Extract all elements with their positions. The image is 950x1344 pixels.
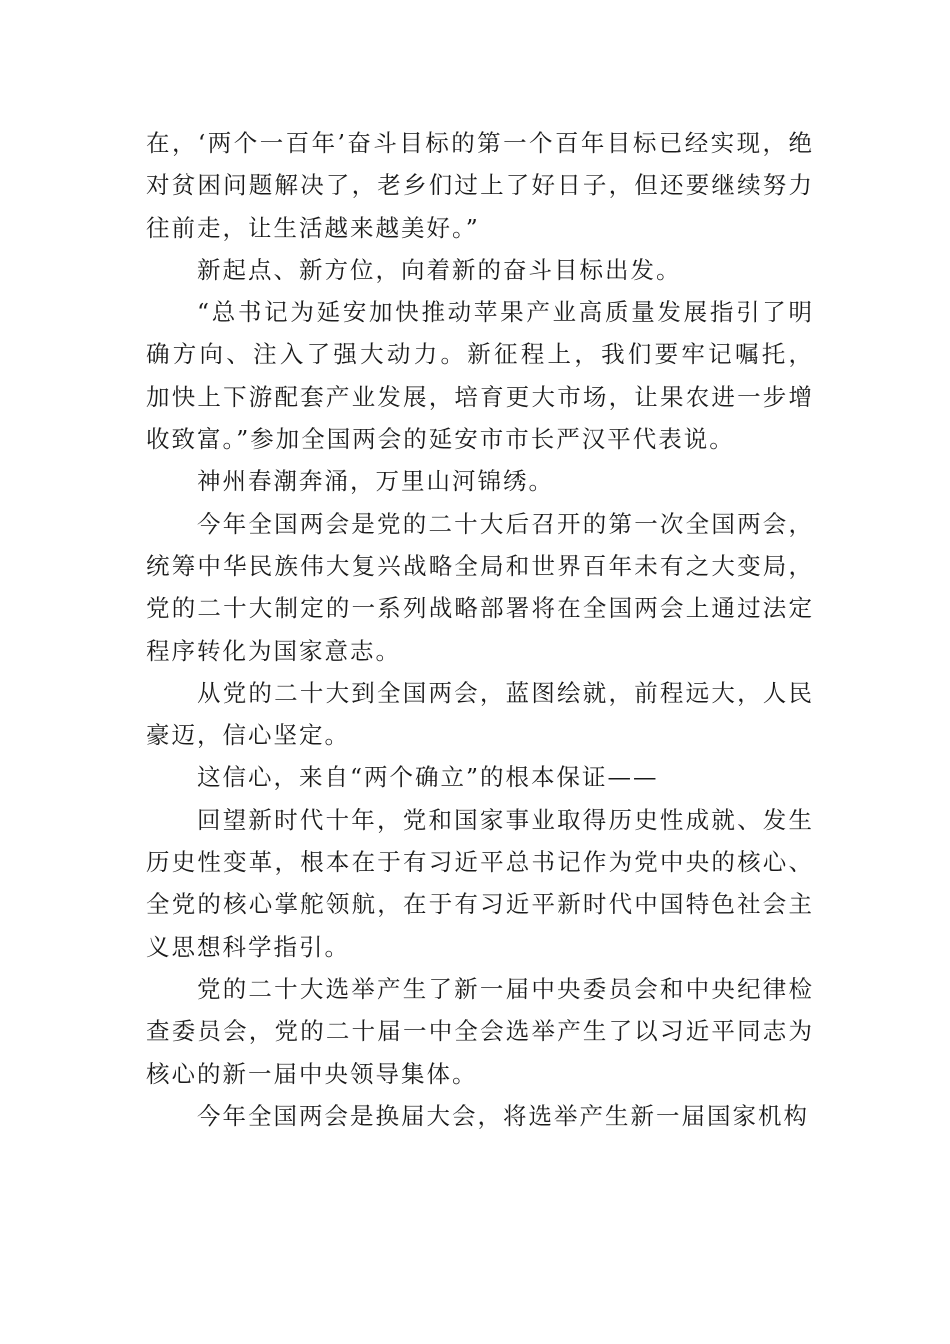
paragraph-6: 从党的二十大到全国两会，蓝图绘就，前程远大，人民豪迈，信心坚定。 bbox=[146, 678, 814, 750]
paragraph-2: 新起点、新方位，向着新的奋斗目标出发。 bbox=[197, 255, 682, 284]
paragraph-8: 回望新时代十年，党和国家事业取得历史性成就、发生历史性变革，根本在于有习近平总书记作为党中央的核心、 全党的核心掌舵领航，在于有习近平新时代中国特色社会主义思想科学指引。 bbox=[146, 805, 814, 961]
paragraph-1: 在，‘两个一百年’奋斗目标的第一个百年目标已经实现，绝对贫困问题解决了，老乡们过上了好日子，但还要继续努力往前走，让生活越来越美好。” bbox=[146, 129, 814, 242]
paragraph-7: 这信心，来自“两个确立”的根本保证—— bbox=[197, 763, 659, 792]
paragraph-5: 今年全国两会是党的二十大后召开的第一次全国两会，统筹中华民族伟大复兴战略全局和世界百年未有之大变局， 党的二十大制定的一系列战略部署将在全国两会上通过法定程序转化为国家意志。 bbox=[146, 509, 814, 665]
paragraph-4: 神州春潮奔涌，万里山河锦绣。 bbox=[197, 467, 554, 496]
paragraph-3: “总书记为延安加快推动苹果产业高质量发展指引了明确方向、注入了强大动力。新征程上，我们要牢记嘱托， 加快上下游配套产业发展，培育更大市场，让果农进一步增收致富。”参加全国两会的延安市市长严汉平代表说。 bbox=[146, 298, 814, 454]
document-body bbox=[146, 122, 814, 1137]
paragraph-10: 今年全国两会是换届大会，将选举产生新一届国家机构 bbox=[197, 1101, 809, 1130]
paragraph-9: 党的二十大选举产生了新一届中央委员会和中央纪律检查委员会，党的二十届一中全会选举产生了以习近平同志为核心的新一届中央领导集体。 bbox=[146, 974, 814, 1088]
